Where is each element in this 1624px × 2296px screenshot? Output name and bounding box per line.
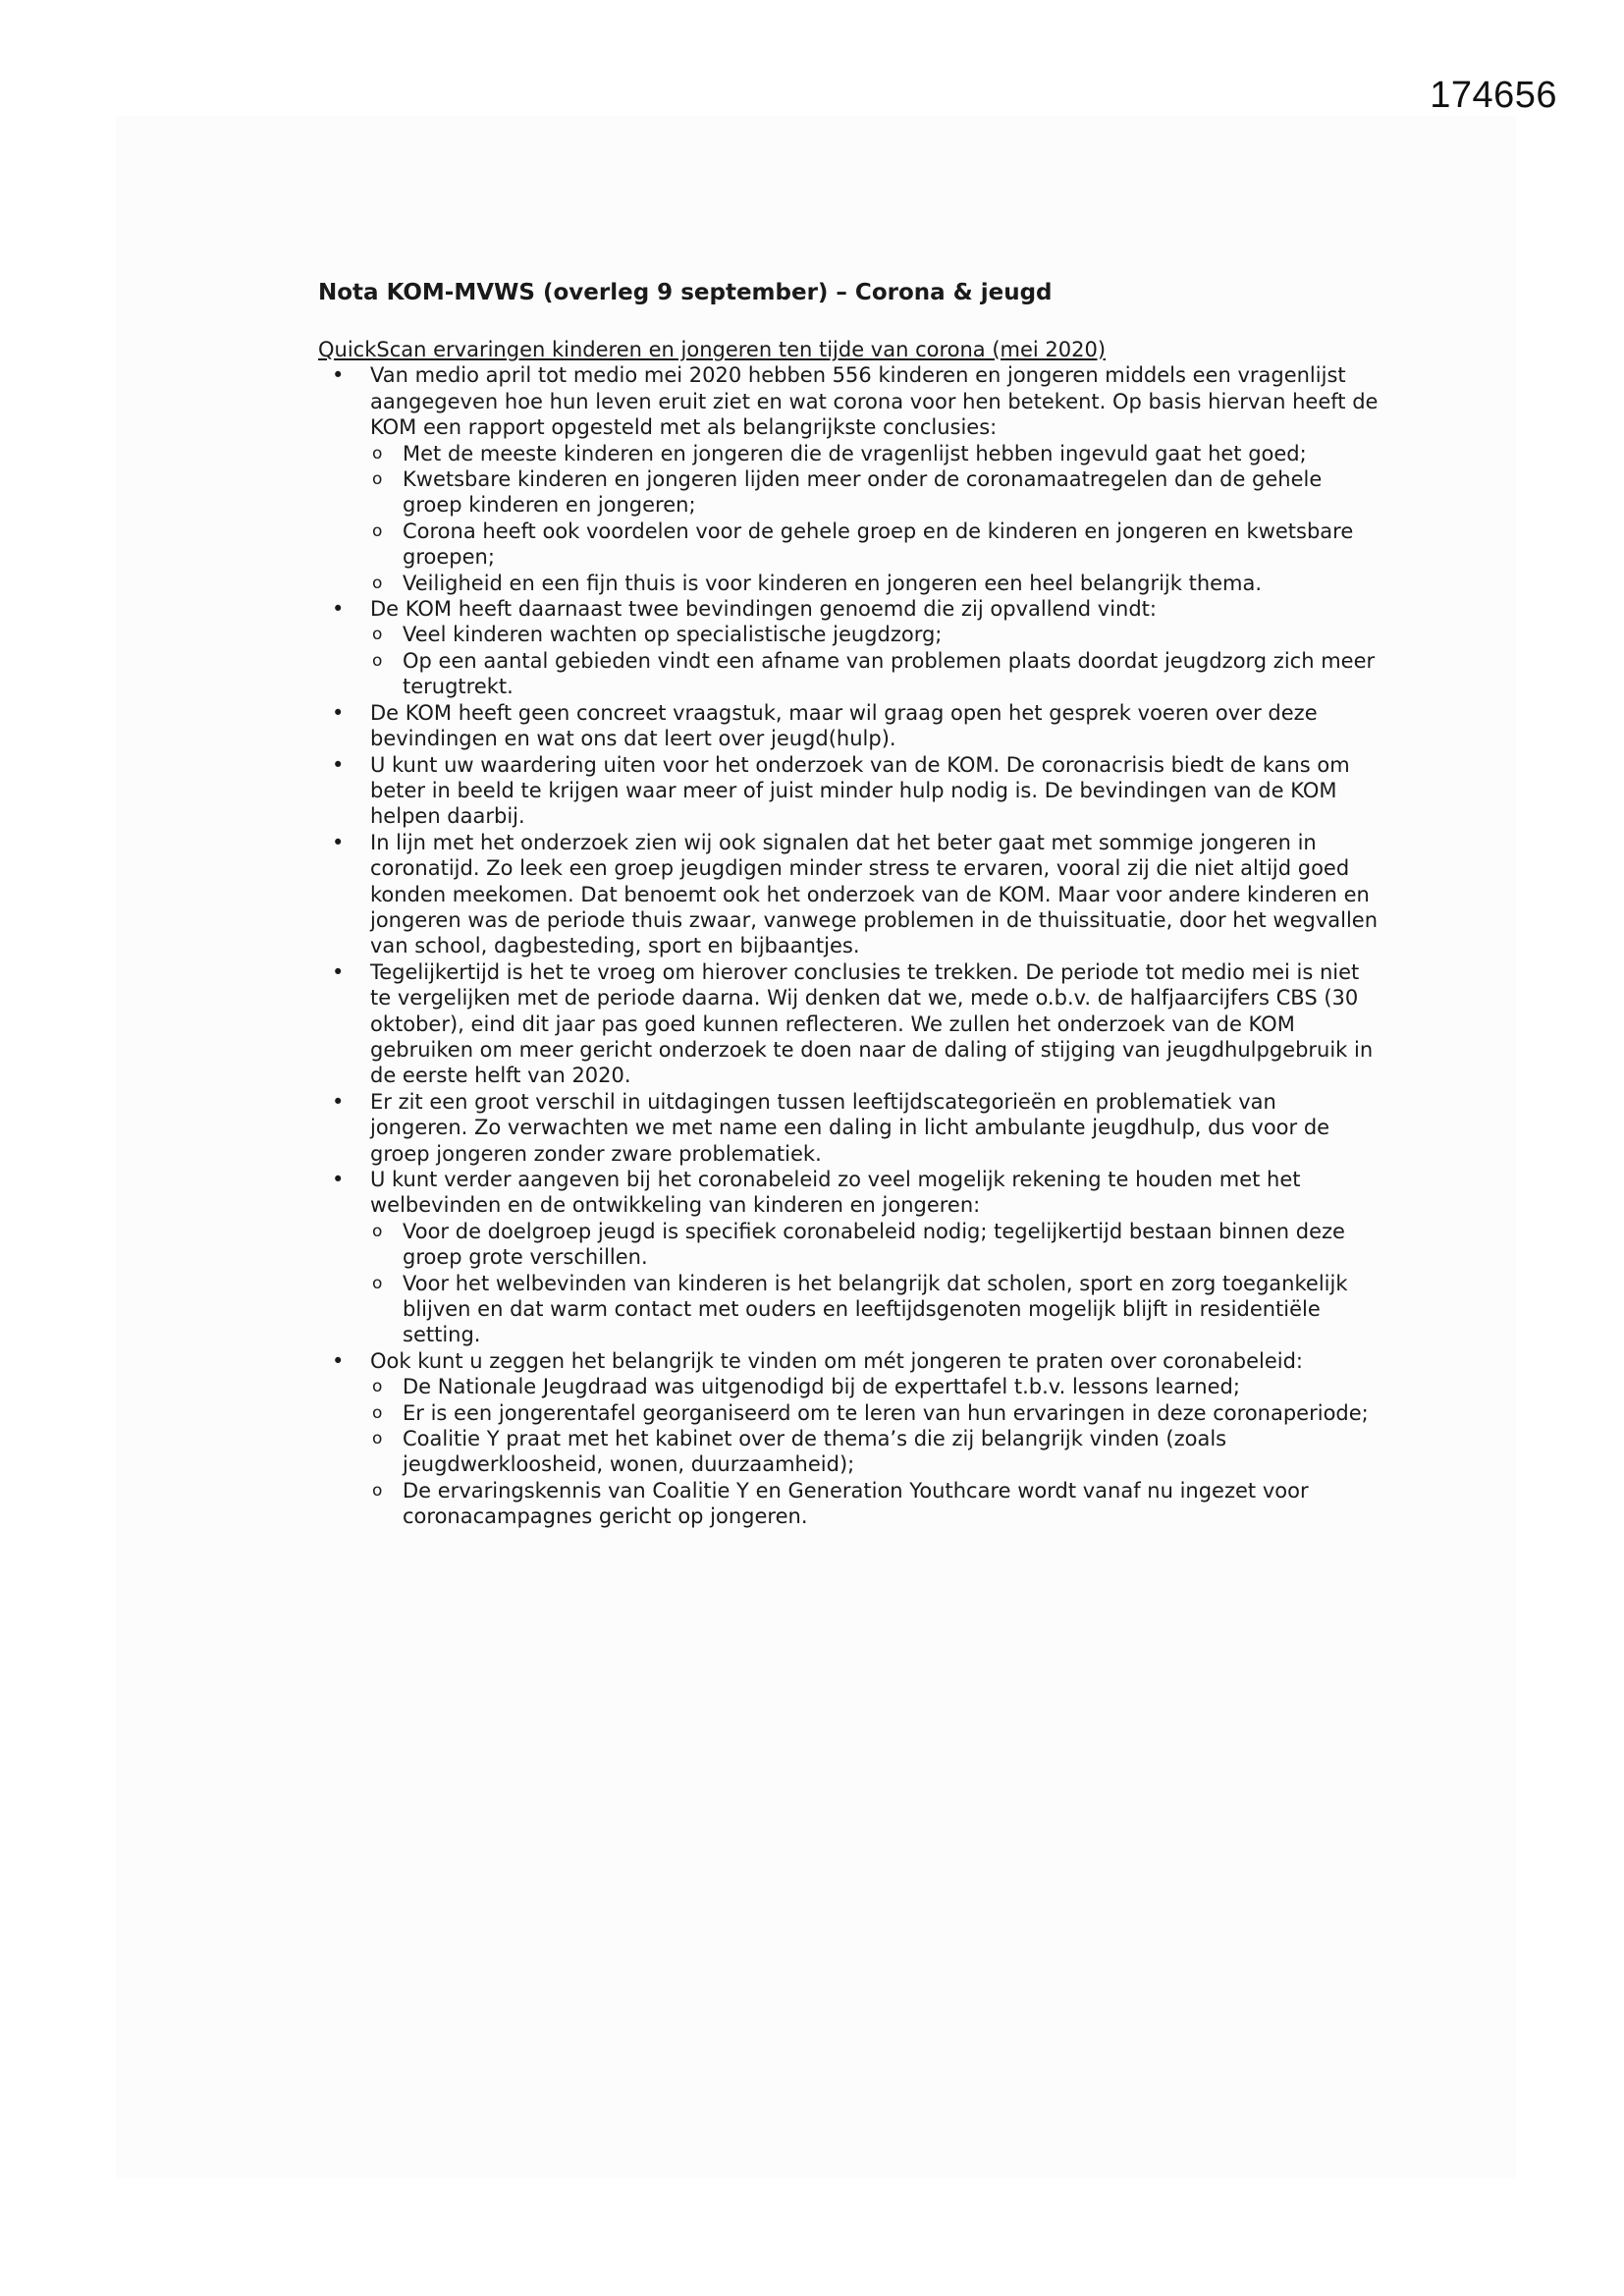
- bullet-item: [318, 1089, 1379, 1167]
- bullet-item: [318, 362, 1379, 596]
- sub-bullet-item: [370, 466, 1379, 519]
- sub-bullet-marker: o: [372, 650, 383, 671]
- sub-bullet-list: [370, 1219, 1379, 1348]
- sub-bullet-item: [370, 1219, 1379, 1271]
- bullet-text: Ook kunt u zeggen het belangrijk te vinden om mét jongeren te praten over coronabeleid:: [370, 1348, 1303, 1373]
- sub-bullet-list: [370, 441, 1379, 596]
- bullet-item: [318, 700, 1379, 752]
- sub-bullet-marker: o: [372, 1377, 383, 1397]
- bullet-marker: •: [332, 752, 345, 777]
- sub-bullet-marker: o: [372, 1273, 383, 1293]
- sub-bullet-text: Met de meeste kinderen en jongeren die de vragenlijst hebben ingevuld gaat het goed;: [403, 441, 1307, 465]
- document-body: [318, 278, 1379, 1530]
- sub-bullet-text: Op een aantal gebieden vindt een afname van problemen plaats doordat jeugdzorg zich meer terugtrekt.: [403, 648, 1376, 699]
- sub-bullet-item: [370, 1374, 1379, 1399]
- sub-bullet-item: [370, 1271, 1379, 1348]
- bullet-marker: •: [332, 959, 345, 984]
- sub-bullet-item: [370, 571, 1379, 596]
- section-heading: QuickScan ervaringen kinderen en jongeren ten tijde van corona (mei 2020): [318, 338, 1107, 361]
- bullet-item: [318, 1167, 1379, 1348]
- sub-bullet-marker: o: [372, 1429, 383, 1449]
- bullet-marker: •: [332, 1348, 345, 1373]
- document-title: Nota KOM-MVWS (overleg 9 september) – Corona & jeugd: [318, 280, 1053, 305]
- bullet-text: Van medio april tot medio mei 2020 hebben 556 kinderen en jongeren middels een vragenlijst aangegeven hoe hun leven eruit ziet en wat corona voor hen betekent. Op basis hiervan heeft de KOM een rapport opgesteld met als belangrijkste conclusies:: [370, 363, 1379, 440]
- sub-bullet-text: Er is een jongerentafel georganiseerd om te leren van hun ervaringen in deze coronaperiode;: [403, 1400, 1369, 1425]
- bullet-text: Er zit een groot verschil in uitdagingen tussen leeftijdscategorieën en problematiek van jongeren. Zo verwachten we met name een daling in licht ambulante jeugdhulp, dus voor de groep jongeren zonder zware problematiek.: [370, 1089, 1330, 1166]
- bullet-item: [318, 596, 1379, 700]
- sub-bullet-item: [370, 441, 1379, 466]
- sub-bullet-item: [370, 622, 1379, 647]
- bullet-text: Tegelijkertijd is het te vroeg om hierover conclusies te trekken. De periode tot medio mei is niet te vergelijken met de periode daarna. Wij denken dat we, mede o.b.v. de halfjaarcijfers CBS (30 oktober), eind dit jaar pas goed kunnen reflecteren. We zullen het onderzoek van de KOM gebruiken om meer gericht onderzoek te doen naar de daling of stijging van jeugdhulpgebruik in de eerste helft van 2020.: [370, 959, 1374, 1088]
- sub-bullet-marker: o: [372, 1402, 383, 1423]
- sub-bullet-item: [370, 1426, 1379, 1478]
- bullet-item: [318, 830, 1379, 959]
- bullet-text: In lijn met het onderzoek zien wij ook signalen dat het beter gaat met sommige jongeren in coronatijd. Zo leek een groep jeugdigen minder stress te ervaren, vooral zij die niet altijd goed konden meekomen. Dat benoemt ook het onderzoek van de KOM. Maar voor andere kinderen en jongeren was de periode thuis zwaar, vanwege problemen in de thuissituatie, door het wegvallen van school, dagbesteding, sport en bijbaantjes.: [370, 830, 1379, 958]
- sub-bullet-text: De ervaringskennis van Coalitie Y en Generation Youthcare wordt vanaf nu ingezet voor coronacampagnes gericht op jongeren.: [403, 1478, 1309, 1529]
- bullet-item: [318, 752, 1379, 830]
- bullet-text: U kunt verder aangeven bij het coronabeleid zo veel mogelijk rekening te houden met het welbevinden en de ontwikkeling van kinderen en jongeren:: [370, 1168, 1301, 1218]
- sub-bullet-text: Voor het welbevinden van kinderen is het belangrijk dat scholen, sport en zorg toegankelijk blijven en dat warm contact met ouders en leeftijdsgenoten mogelijk blijft in residentiële setting.: [403, 1271, 1348, 1347]
- sub-bullet-text: Veiligheid en een fijn thuis is voor kinderen en jongeren een heel belangrijk thema.: [403, 571, 1263, 595]
- bullet-item: [318, 1348, 1379, 1530]
- sub-bullet-marker: o: [372, 469, 383, 490]
- sub-bullet-text: Corona heeft ook voordelen voor de gehele groep en de kinderen en jongeren en kwetsbare groepen;: [403, 519, 1354, 570]
- bullet-marker: •: [332, 700, 345, 725]
- bullet-text: De KOM heeft daarnaast twee bevindingen genoemd die zij opvallend vindt:: [370, 597, 1157, 622]
- bullet-marker: •: [332, 597, 345, 622]
- bullet-marker: •: [332, 1168, 345, 1191]
- sub-bullet-marker: o: [372, 520, 383, 541]
- sub-bullet-item: [370, 648, 1379, 700]
- sub-bullet-marker: o: [372, 573, 383, 593]
- bullet-marker: •: [332, 363, 345, 388]
- bullet-list: [318, 362, 1379, 1529]
- sub-bullet-marker: o: [372, 625, 383, 645]
- sub-bullet-item: [370, 1478, 1379, 1530]
- bullet-item: [318, 959, 1379, 1089]
- sub-bullet-text: Voor de doelgroep jeugd is specifiek coronabeleid nodig; tegelijkertijd bestaan binnen deze groep grote verschillen.: [403, 1219, 1345, 1270]
- document-number: 174656: [1430, 75, 1557, 116]
- sub-bullet-list: [370, 1374, 1379, 1529]
- sub-bullet-marker: o: [372, 1480, 383, 1501]
- sub-bullet-text: Kwetsbare kinderen en jongeren lijden meer onder de coronamaatregelen dan de gehele groep kinderen en jongeren;: [403, 467, 1323, 518]
- sub-bullet-text: Coalitie Y praat met het kabinet over de thema’s die zij belangrijk vinden (zoals jeugdwerkloosheid, wonen, duurzaamheid);: [403, 1427, 1227, 1477]
- bullet-text: U kunt uw waardering uiten voor het onderzoek van de KOM. De coronacrisis biedt de kans om beter in beeld te krijgen waar meer of juist minder hulp nodig is. De bevindingen van de KOM helpen daarbij.: [370, 752, 1350, 829]
- sub-bullet-text: De Nationale Jeugdraad was uitgenodigd bij de experttafel t.b.v. lessons learned;: [403, 1375, 1240, 1399]
- bullet-marker: •: [332, 830, 345, 854]
- sub-bullet-item: [370, 1400, 1379, 1426]
- bullet-marker: •: [332, 1089, 345, 1114]
- sub-bullet-item: [370, 519, 1379, 571]
- sub-bullet-marker: o: [372, 443, 383, 464]
- sub-bullet-text: Veel kinderen wachten op specialistische jeugdzorg;: [403, 623, 943, 647]
- sub-bullet-list: [370, 622, 1379, 699]
- sub-bullet-marker: o: [372, 1221, 383, 1241]
- bullet-text: De KOM heeft geen concreet vraagstuk, maar wil graag open het gesprek voeren over deze bevindingen en wat ons dat leert over jeugd(hulp).: [370, 700, 1318, 751]
